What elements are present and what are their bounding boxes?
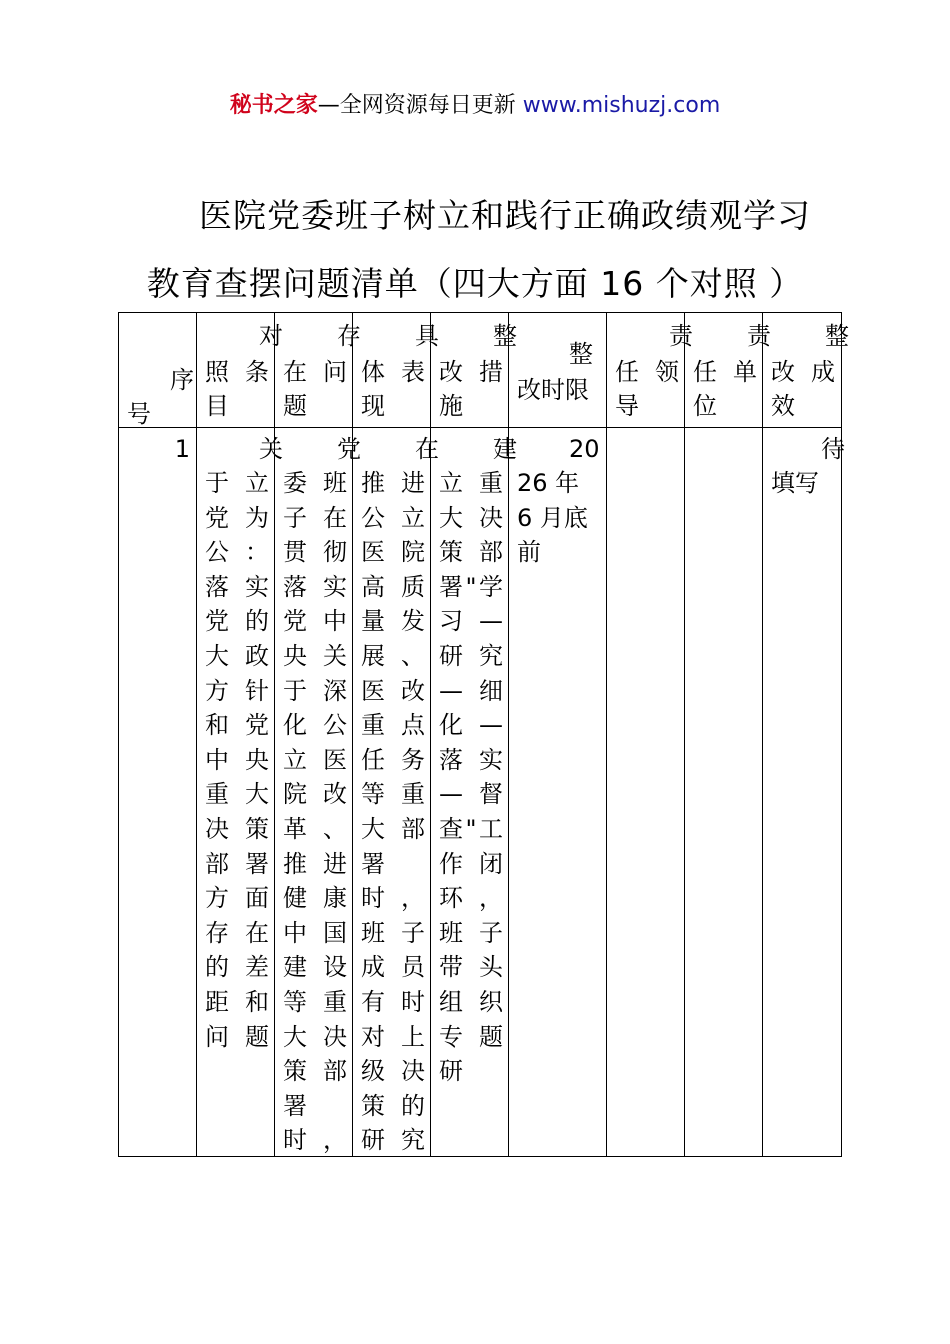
header-specific-manifestation: 具 体 表 现 — [353, 313, 431, 428]
header-seq: 序 号 — [119, 313, 197, 428]
site-slogan: —全网资源每日更新 — [317, 93, 516, 118]
table-header-row — [119, 313, 842, 428]
row-deadline: 20 26 年 6 月底前 — [509, 428, 607, 1157]
row-rectification-measures: 建 立重大决策部署"学习—研究—细化—落实—督查"工作闭环，班子带头组织专题研 — [431, 428, 509, 1157]
header-rectification-measures: 整 改 措 施 — [431, 313, 509, 428]
row-reference-item: 关 于立党为公：落实党的大政方针和党中央重大决策部署方面存在的差距和问题 — [197, 428, 275, 1157]
document-title-line-1: 医院党委班子树立和践行正确政绩观学习 — [199, 196, 811, 235]
row-existing-issue: 党 委班子在贯彻落实党中央关于深化公立医院改革、推进健康中国建设等重大决策部署时， — [275, 428, 353, 1157]
header-responsible-unit: 责 任 单 位 — [685, 313, 763, 428]
header-reference-item: 对 照 条 目 — [197, 313, 275, 428]
document-title-line-2: 教育查摆问题清单（四大方面 16 个对照 ） — [146, 264, 804, 303]
site-url-link[interactable]: www.mishuzj.com — [522, 93, 721, 118]
row-rectification-result: 待 填写 — [763, 428, 842, 1157]
table-row — [119, 428, 842, 1157]
header-rectification-result: 整 改 成 效 — [763, 313, 842, 428]
site-brand: 秘书之家 — [229, 93, 318, 118]
header-responsible-leader: 责 任 领 导 — [607, 313, 685, 428]
row-responsible-unit — [685, 428, 763, 1157]
issue-list-table — [118, 312, 849, 1157]
row-seq: 1 — [119, 428, 197, 1157]
site-banner — [0, 88, 950, 119]
row-specific-manifestation: 在 推进公立医院高质量发展、医改重点任务等重大部署时，班子成员有时对上级决策的研究 — [353, 428, 431, 1157]
row-responsible-leader — [607, 428, 685, 1157]
header-existing-issue: 存 在 问 题 — [275, 313, 353, 428]
header-deadline: 整 改时限 — [509, 313, 607, 428]
